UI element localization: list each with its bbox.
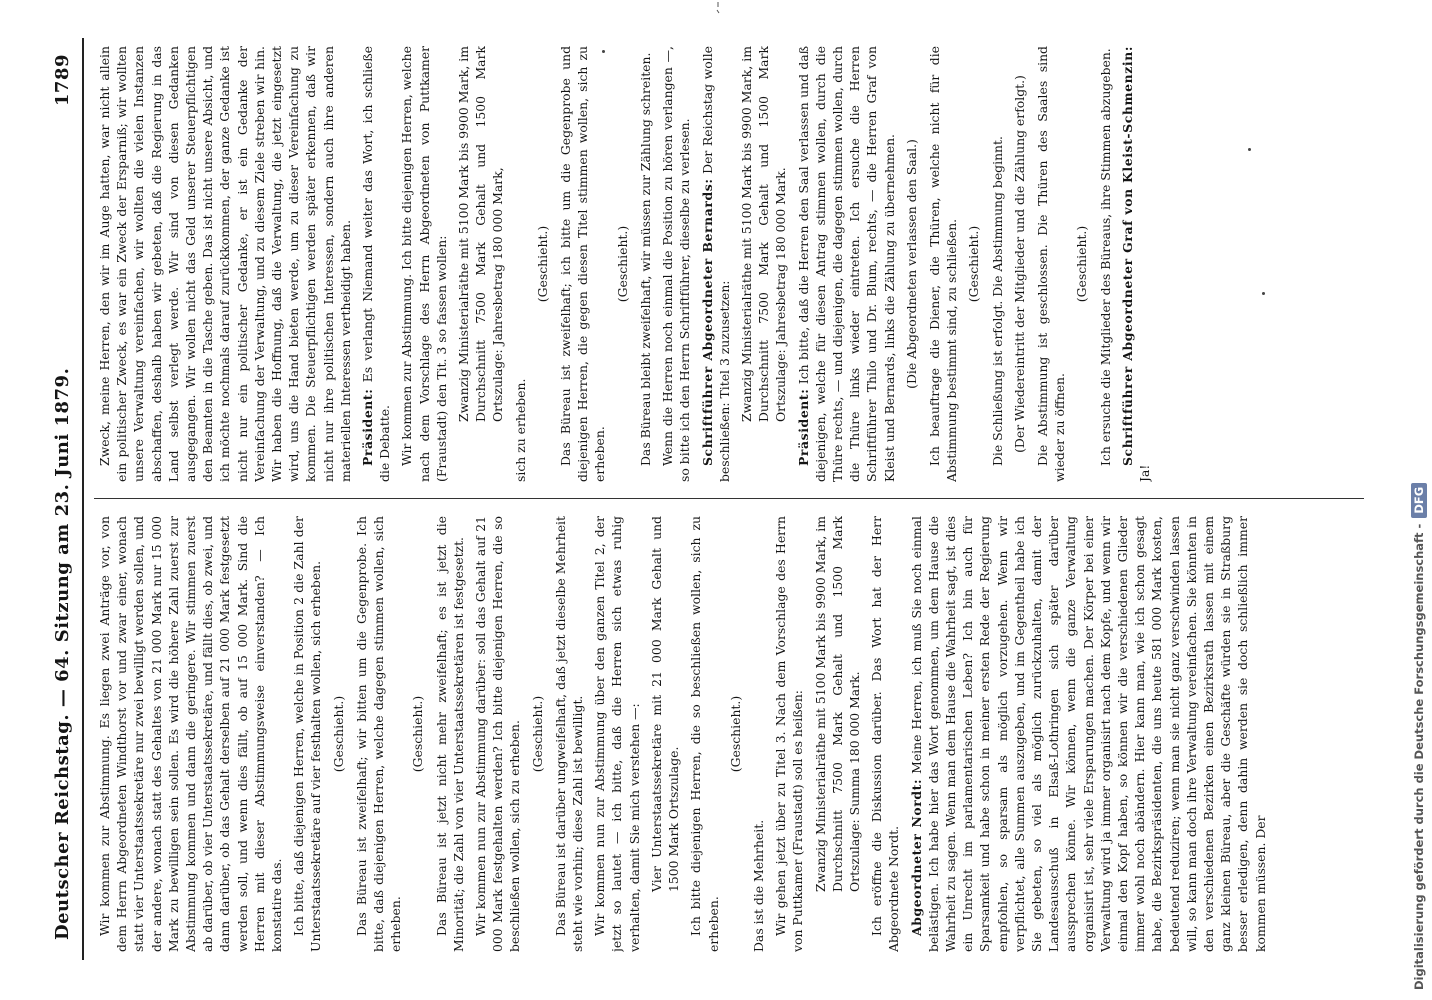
scan-speck xyxy=(1262,292,1265,295)
stage-direction: (Der Wiedereintritt der Mitglieder und die Zählung erfolgt.) xyxy=(1011,75,1027,453)
stage-direction: (Geschieht.) xyxy=(410,695,426,773)
paragraph: Abgeordneter Nordt: Meine Herren, ich muß Sie noch einmal belästigen. Ich habe hier das Wort genommen, um dem Hause die Wahrheit zu sagen. Wenn man dem Hause die Wahrheit sagt, ist dies ein Unrecht im parlamentarischen Leben? Ich bin auch für Sparsamkeit und habe schon in meiner ersten Rede der Regierung empfohlen, so sparsam als möglich vorzugehen. Wenn wir verpflichtet, alle Summen auszugeben, und im Gegentheil habe ich Sie gebeten, so viel als möglich zurückzuhalten, damit der Landesausschuß in Elsaß-Lothringen sich später darüber aussprechen könne. Wir können, wenn die ganze Verwaltung organisirt ist, sehr viele Ersparungen machen. Der Körper bei einer Verwaltung wird ja immer organisirt nach dem Kopfe, und wenn wir einmal den Kopf haben, so können wir die verschiedenen Glieder immer wohl noch abändern. Hier kann man, wie ich schon gesagt habe, die Bezirkspräsidenten, die uns heute 581 000 Mark kosten, bedeutend reduziren; wenn man sie nicht ganz verschwinden lassen will, so kann man doch ihre Verwaltung vereinfachen. Sie könnten in den verschiedenen Bezirken einen Bezirksrath lassen mit einem ganz kleinen Büreau, aber die Geschäfte würden sie in Straßburg besser erledigen, denn dahin werden sie doch schließlich immer kommen müssen. Der xyxy=(908,516,1268,952)
paragraph: Wir kommen nun zur Abstimmung über den ganzen Titel 2, der jetzt so lautet — ich bitte, daß die Herren sich etwas ruhig verhalten, damit Sie mich verstehen —: xyxy=(592,516,642,952)
scan-artifact-mark xyxy=(716,2,720,16)
paragraph: Das Büreau ist jetzt nicht mehr zweifelhaft; es ist jetzt die Minorität; die Zahl von vier Unterstaatssekretären ist festgesetzt. xyxy=(433,516,466,952)
speaker-label: Präsident: xyxy=(795,388,811,466)
speaker-label: Schriftführer Abgeordneter Graf von Kleist-Schmenzin: xyxy=(1119,46,1135,466)
paragraph: Das Büreau bleibt zweifelhaft, wir müssen zur Zählung schreiten. xyxy=(637,52,653,466)
paragraph: Die Schließung ist erfolgt. Die Abstimmung beginnt. xyxy=(989,136,1005,466)
motion-text: Zwanzig Ministerialräthe mit 5100 Mark bis 9900 Mark, im Durchschnitt 7500 Mark Gehalt und 1500 Mark Ortszulage: Jahresbetrag 180 000 Mark, xyxy=(456,46,506,422)
stage-direction: (Geschieht.) xyxy=(614,225,630,303)
speaker-label: Abgeordneter Nordt: xyxy=(908,778,924,936)
page-number: 1789 xyxy=(52,54,73,107)
paragraph: Das Büreau ist zweifelhaft; wir bitten um die Gegenprobe. Ich bitte, daß diejenigen Herren, welche dagegen stimmen wollen, sich erheben. xyxy=(353,516,404,952)
page-content xyxy=(38,38,1368,960)
watermark-text xyxy=(1407,10,1431,990)
stage-direction: (Geschieht.) xyxy=(330,695,346,773)
text-column-right xyxy=(96,46,1356,482)
page-header xyxy=(48,38,82,960)
paragraph: Ich beauftrage die Diener, die Thüren, welche nicht für die Abstimmung bestimmt sind, zu schließen. xyxy=(926,46,960,482)
scan-speck xyxy=(602,50,605,53)
stage-direction: (Geschieht.) xyxy=(534,225,550,303)
digitization-watermark xyxy=(1405,10,1429,990)
watermark-label: Digitalisierung gefördert durch die Deutsche Forschungsgemeinschaft - xyxy=(1412,523,1426,990)
paragraph: Das ist die Mehrheit. xyxy=(750,819,766,952)
paragraph: Wir kommen nun zur Abstimmung darüber: soll das Gehalt auf 21 000 Mark festgehalten werden? Ich bitte diejenigen Herren, die so beschließen wollen, sich zu erheben. xyxy=(473,516,523,952)
dfg-logo: DFG xyxy=(1411,483,1427,518)
paragraph: Schriftführer Abgeordneter Bernards: Der Reichstag wolle beschließen: Titel 3 zuzusetzen: xyxy=(699,46,732,482)
paragraph: Ich ersuche die Mitglieder des Büreaus, ihre Stimmen abzugeben. xyxy=(1097,48,1113,466)
paragraph: Das Büreau ist zweifelhaft; ich bitte um die Gegenprobe und diejenigen Herren, die gegen diesen Titel stimmen wollen, sich zu erheben. xyxy=(558,46,608,482)
paragraph: Die Abstimmung ist geschlossen. Die Thüren des Saales sind wieder zu öffnen. xyxy=(1034,46,1068,482)
motion-text: Vier Unterstaatssekretäre mit 21 000 Mark Gehalt und 1500 Mark Ortszulage. xyxy=(648,516,682,892)
text-column-left xyxy=(96,516,1356,952)
paragraph: Ich bitte, daß diejenigen Herren, welche in Position 2 die Zahl der Unterstaatssekretäre auf vier festhalten wollen, sich erheben. xyxy=(291,516,324,952)
stage-direction: (Geschieht.) xyxy=(529,695,545,773)
paragraph: Ich bitte diejenigen Herren, die so beschließen wollen, sich zu erheben. xyxy=(688,516,721,952)
stage-direction: (Geschieht.) xyxy=(1074,225,1090,303)
speaker-label: Schriftführer Abgeordneter Bernards: xyxy=(699,178,715,466)
running-head: Deutscher Reichstag. — 64. Sitzung am 23. Juni 1879. xyxy=(52,367,73,940)
stage-direction: (Geschieht.) xyxy=(727,695,743,773)
paragraph: Zweck, meine Herren, den wir im Auge hatten, war nicht allein ein politischer Zweck, es war ein Zweck der Ersparniß; wir wollten unsere Verwaltung vereinfachen, wir wollten die vielen Instanzen abschaffen, deshalb haben wir gebeten, daß die Regierung in das Land selbst verlegt werde. Wir sind von diesen Gedanken ausgegangen. Wir wollen nicht das Geld unserer Steuerpflichtigen den Beamten in die Tasche geben. Das ist nicht unsere Absicht, und ich möchte nochmals darauf zurückkommen, der ganze Gedanke ist nicht nur ein politischer Gedanke, er ist ein Gedanke der Vereinfachung der Verwaltung, und zu diesem Ziele streben wir hin. Wir haben die Hoffnung, daß die Verwaltung, die jetzt eingesetzt wird, uns die Hand bieten werde, um zu dieser Vereinfachung zu kommen. Die Steuerpflichtigen werden später erkennen, daß wir nicht nur ihre politischen Interessen, sondern auch ihre anderen materiellen Interessen vertheidigt haben. xyxy=(97,46,353,482)
paragraph: Wenn die Herren noch einmal die Position zu hören verlangen —, so bitte ich den Herrn Schriftführer, dieselbe zu verlesen. xyxy=(660,46,693,482)
motion-text: Zwanzig Ministerialräthe mit 5100 Mark bis 9900 Mark, im Durchschnitt 7500 Mark Gehalt und 1500 Mark Ortszulage: Jahresbetrag 180 000 Mark. xyxy=(738,46,789,422)
header-rule xyxy=(82,38,84,960)
stage-direction: (Geschieht.) xyxy=(966,225,982,303)
column-divider xyxy=(94,498,1364,499)
paragraph: Wir kommen zur Abstimmung. Ich bitte diejenigen Herren, welche nach dem Vorschlage des Herrn Abgeordneten von Puttkamer (Fraustadt) den Tit. 3 so fassen wollen: xyxy=(399,46,449,482)
paragraph: Präsident: Es verlangt Niemand weiter das Wort, ich schließe die Debatte. xyxy=(360,46,393,482)
motion-text: Zwanzig Ministerialräthe mit 5100 Mark bis 9900 Mark, im Durchschnitt 7500 Mark Gehalt und 1500 Mark Ortszulage: Summa 180 000 Mark. xyxy=(812,516,862,892)
paragraph: Wir gehen jetzt über zu Titel 3. Nach dem Vorschlage des Herrn von Puttkamer (Fraustadt) soll es heißen: xyxy=(773,516,806,952)
paragraph: Das Büreau ist darüber ungweifelhaft, daß jetzt dieselbe Mehrheit steht wie vorhin; diese Zahl ist bewilligt. xyxy=(552,516,586,952)
paragraph: Ich eröffne die Diskussion darüber. Das Wort hat der Herr Abgeordnete Nordt. xyxy=(869,516,902,952)
paragraph: Schriftführer Abgeordneter Graf von Kleist-Schmenzin: Ja! xyxy=(1119,46,1152,482)
speaker-label: Präsident: xyxy=(360,388,376,466)
scan-speck xyxy=(1248,148,1251,151)
paragraph: Präsident: Ich bitte, daß die Herren den Saal verlassen und daß diejenigen, welche für diesen Antrag stimmen wollen, durch die Thüre rechts, — und diejenigen, die dagegen stimmen wollen, durch die Thüre links wieder eintreten. Ich ersuche die Herren Schriftführer Thilo und Dr. Blum, rechts, — die Herren Graf von Kleist und Bernards, links die Zählung zu übernehmen. xyxy=(795,46,897,482)
paragraph: sich zu erheben. xyxy=(512,378,528,482)
paragraph: Wir kommen zur Abstimmung. Es liegen zwei Anträge vor, von dem Herrn Abgeordneten Windthorst vor und zwar einer, wonach statt vier Unterstaatssekretäre nur zwei bewilligt werden sollen, und der andere, wonach statt des Gehaltes von 21 000 Mark nur 15 000 Mark zu bewilligen sein sollen. Es wird die höhere Zahl zuerst zur Abstimmung kommen und dann die geringere. Wir stimmen zuerst ab darüber, ob vier Unterstaatssekretäre, und fällt dies, ob zwei, und dann darüber, ob das Gehalt derselben auf 21 000 Mark festgesetzt werden soll, und wenn dies fällt, ob auf 15 000 Mark. Sind die Herren mit dieser Abstimmungsweise einverstanden? — Ich konstatire das. xyxy=(97,516,285,952)
stage-direction: (Die Abgeordneten verlassen den Saal.) xyxy=(903,139,919,389)
